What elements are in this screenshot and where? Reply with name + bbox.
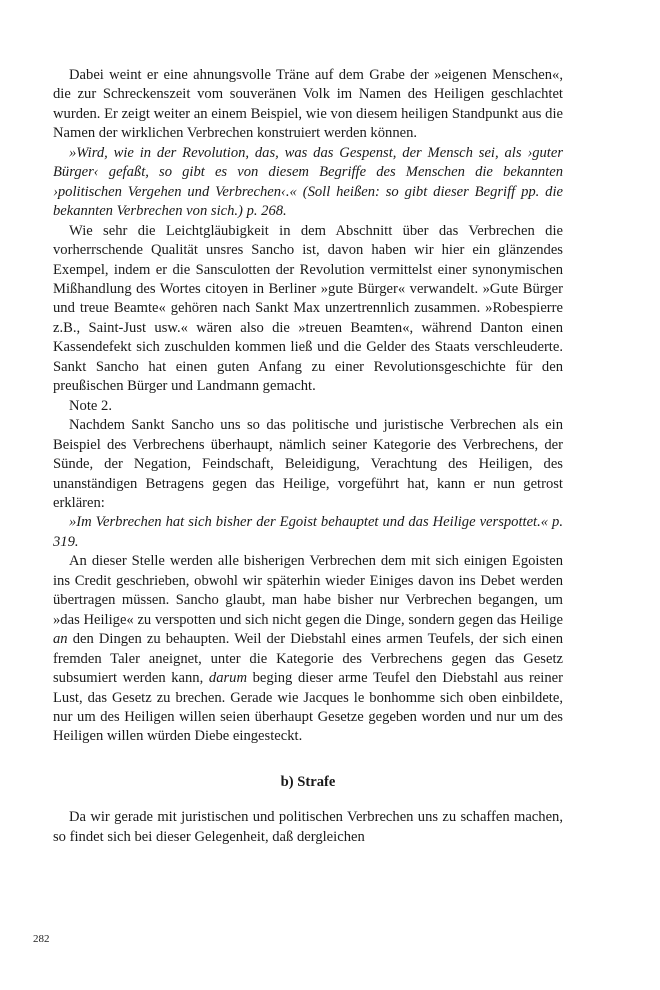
section-heading: b) Strafe [280,773,336,790]
note-label: Note 2. [69,397,112,414]
page-body [53,66,563,847]
text-run: An dieser Stelle werden alle bisherigen Verbrechen dem mit sich einigen Egoisten ins Credit geschrieben, obwohl wir späterhin wieder Einiges davon ins Debet werden übertragen müssen. Sancho glaubt, man habe bisher nur Verbrechen begangen, um »das Heilige« zu verspotten und sich nicht gegen die Dinge, sondern gegen das Heilige [53,553,563,628]
text-run: den Dingen zu behaupten. Weil der Diebstahl eines armen Teufels, der sich einen fremden Taler aneignet, unter die Kategorie des Verbrechens gegen das Gesetz subsumiert werden kann, [53,631,563,687]
paragraph: Dabei weint er eine ahnungsvolle Träne auf dem Grabe der »eigenen Menschen«, die zur Schreckenszeit vom souveränen Volk im Namen des Heiligen geschlachtet wurden. Er zeigt weiter an einem Beispiel, wie von diesem heiligen Standpunkt aus die Namen der wirklichen Verbrechen konstruiert werden können. [53,67,563,142]
paragraph: Wie sehr die Leichtgläubigkeit in dem Abschnitt über das Verbrechen die vorherrschende Qualität unsres Sancho ist, davon haben wir hier ein glänzendes Exempel, indem er die Sansculotten der Revolution vermittelst einer synonymischen Mißhandlung des Wortes citoyen in Berliner »gute Bürger« verwandelt. »Gute Bürger und treue Beamte« gehören nach Sankt Max unzertrennlich zusammen. »Robespierre z.B., Saint-Just usw.« wären also die »treuen Beamten«, während Danton einen Kassendefekt sich zuschulden kommen ließ und die Gelder des Staats verschleuderte. Sankt Sancho hat einen guten Anfang zu einer Revolutionsgeschichte für den preußischen Bürger und Landmann gemacht. [53,222,563,395]
page-number: 282 [33,933,50,945]
quote-paragraph: »Im Verbrechen hat sich bisher der Egoist behauptet und das Heilige verspottet.« p. 319. [53,514,563,550]
emphasis-darum: darum [208,670,247,687]
quote-paragraph: »Wird, wie in der Revolution, das, was das Gespenst, der Mensch sei, als ›guter Bürger‹ gefaßt, so gibt es von diesem Begriffe des Menschen die bekannten ›politischen Vergehen und Verbrechen‹.« (Soll heißen: so gibt dieser Begriff pp. die bekannten Verbrechen von sich.) p. 268. [53,144,563,220]
emphasis-an: an [53,631,68,648]
text-run: beging dieser arme Teufel den Diebstahl aus reiner Lust, das Gesetz zu brechen. Gerade wie Jacques le bonhomme sich oben einbildete, nur um des Heiligen willen seien überhaupt Gesetze gegeben worden und nur um des Heiligen willen würden Diebe eingesteckt. [53,670,563,745]
paragraph [53,552,563,747]
paragraph: Nachdem Sankt Sancho uns so das politische und juristische Verbrechen als ein Beispiel des Verbrechens überhaupt, nämlich seiner Kategorie des Verbrechens, der Sünde, der Negation, Feindschaft, Beleidigung, Verachtung des Heiligen, des unanständigen Betragens gegen das Heilige, vorgeführt hat, kann er nun getrost erklären: [53,417,563,511]
paragraph: Da wir gerade mit juristischen und politischen Verbrechen uns zu schaffen machen, so findet sich bei dieser Gelegenheit, daß dergleichen [53,809,563,845]
